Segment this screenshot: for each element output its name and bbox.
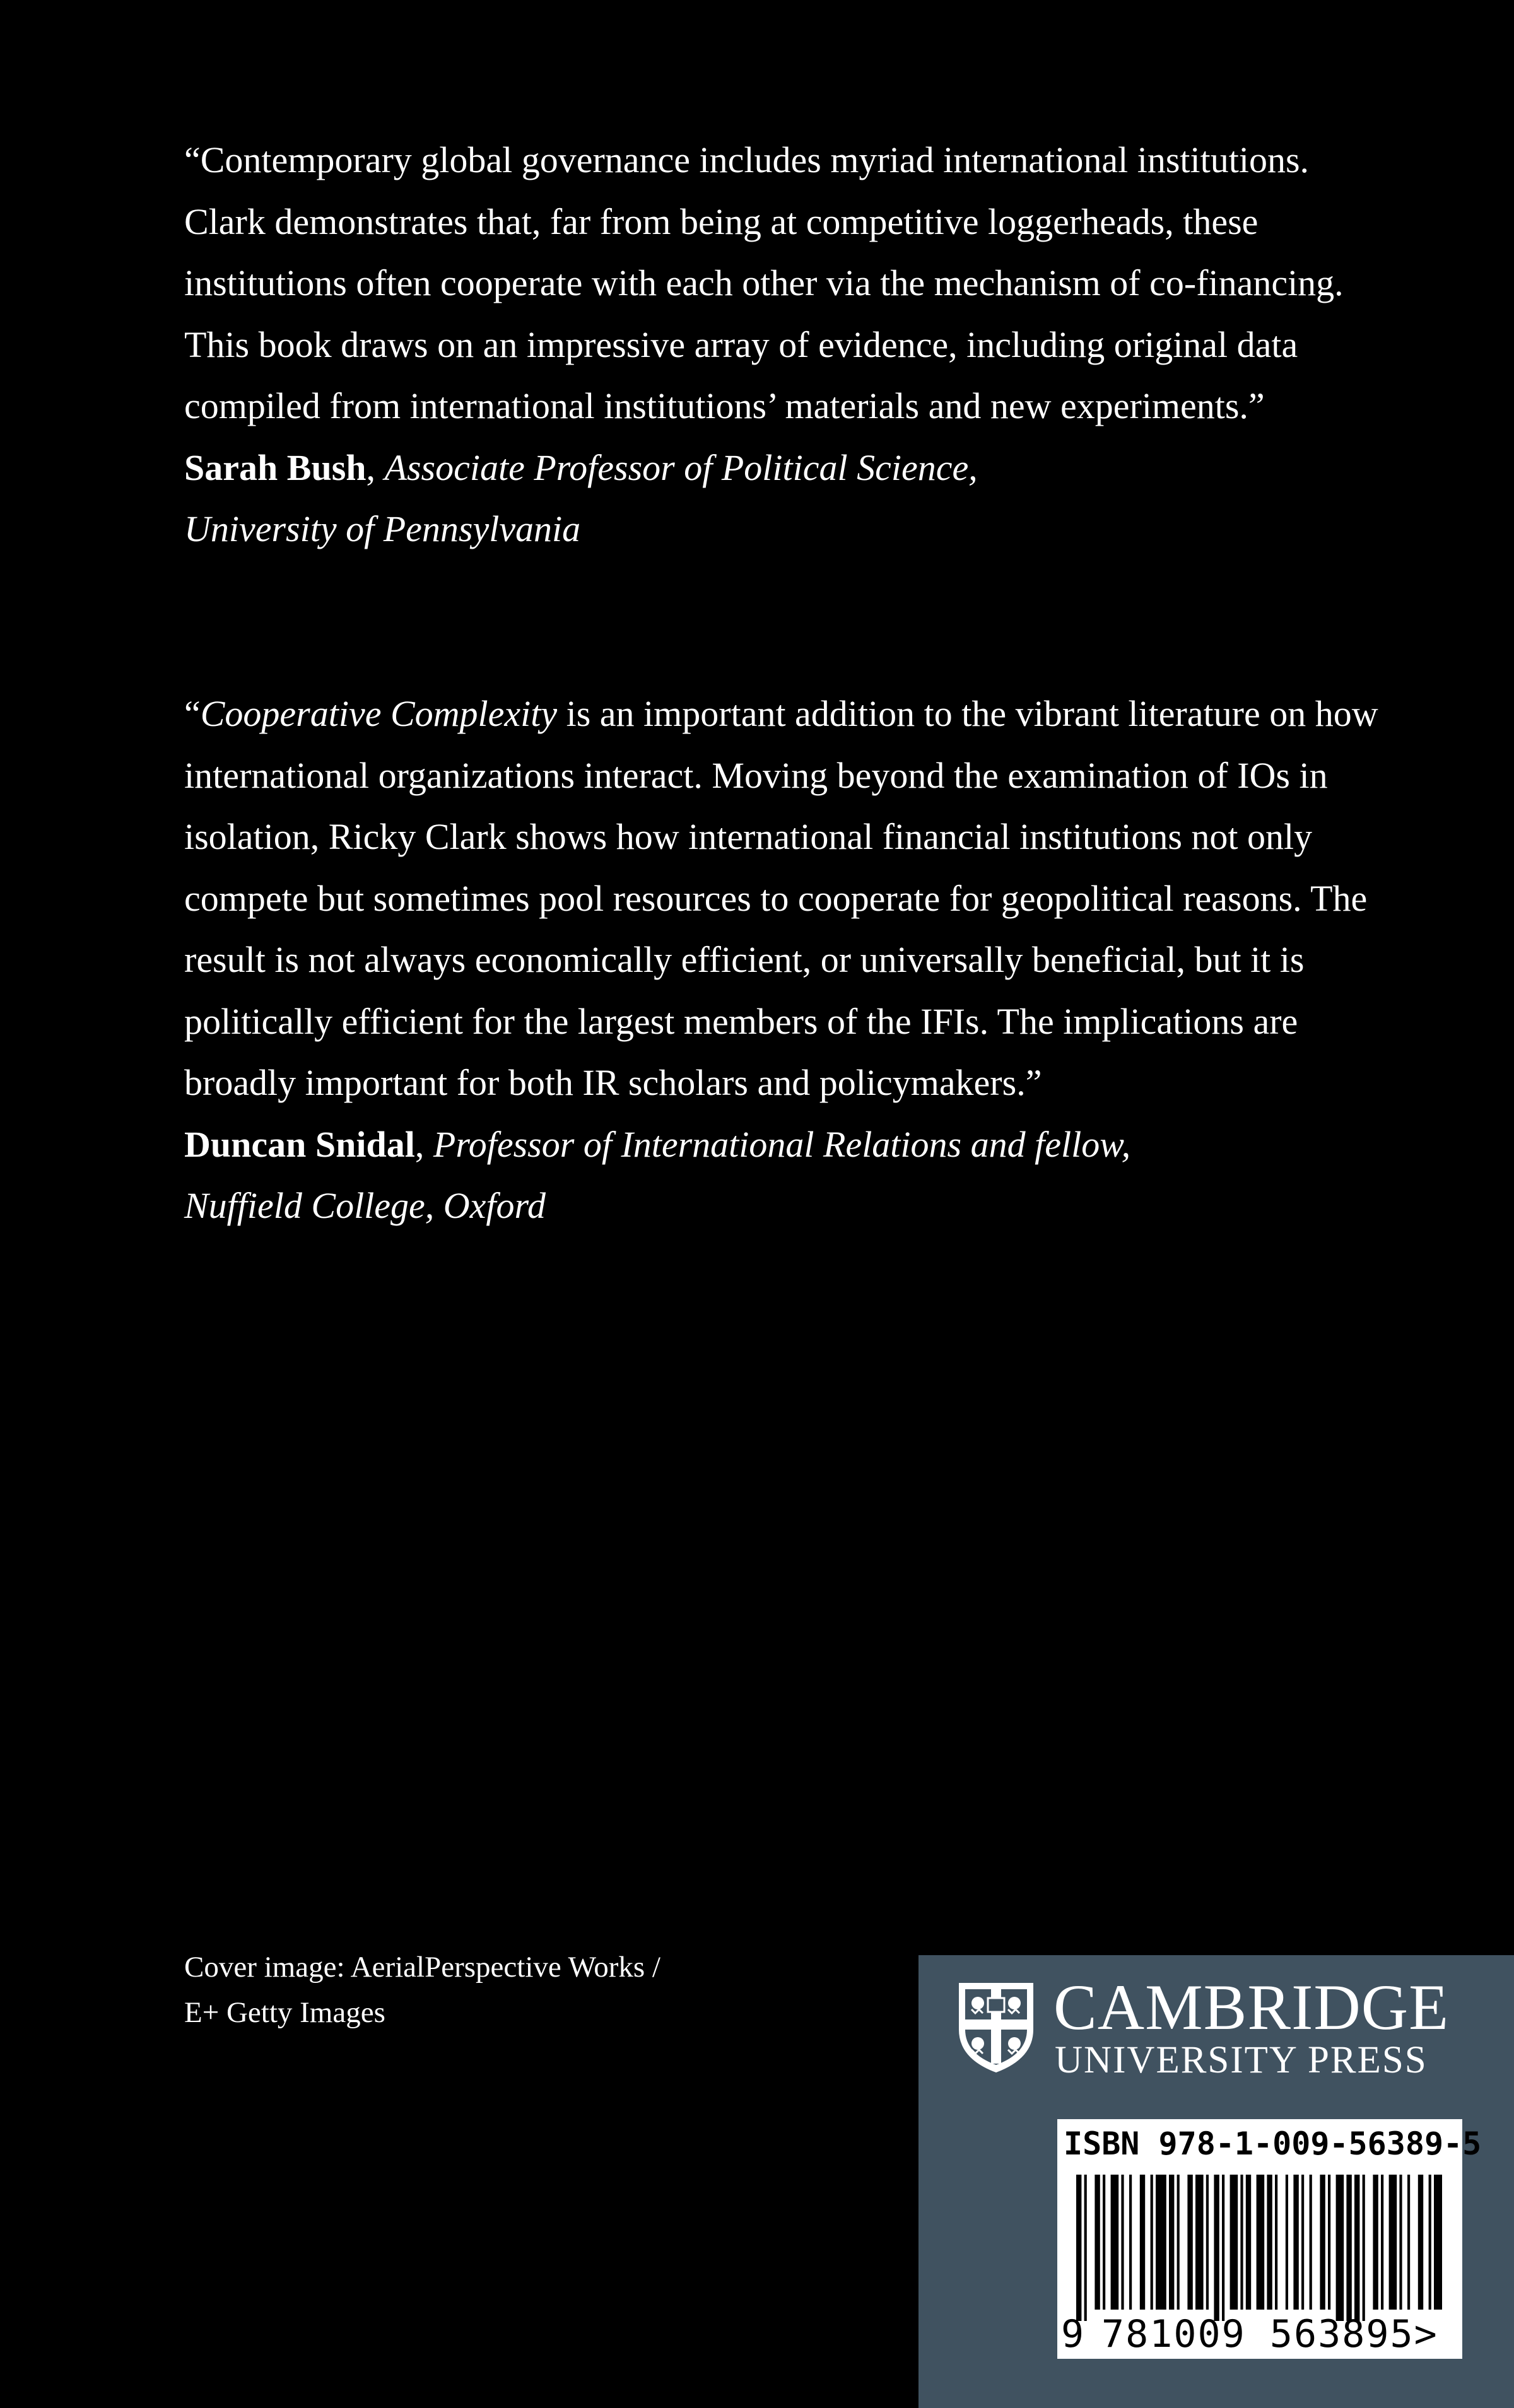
quote-rest: is an important addition to the vibrant literature on how international organizations interact. Moving beyond the examination of IOs in isolation, Ricky Clark shows how international financial institutions not only compete but sometimes pool resources to cooperate for geopolitical reasons. The result is not always economically efficient, or universally beneficial, but it is politically efficient for the largest members of the IFIs. The implications are broadly important for both IR scholars and policymakers.”: [184, 693, 1378, 1103]
blurb-quote-text: “Contemporary global governance includes myriad international institutions. Clark demonstrates that, far from being at competitive loggerheads, these institutions often cooperate with each other via the mechanism of co-financing. This book draws on an impressive array of evidence, including original data compiled from international institutions’ materials and new experiments.”: [184, 139, 1344, 426]
barcode-bar: [1381, 2175, 1383, 2310]
barcode-bar: [1206, 2175, 1209, 2310]
blurb-attribution: [184, 437, 1383, 560]
attribution-separator: ,: [414, 1123, 433, 1165]
barcode-bar: [1129, 2175, 1132, 2310]
barcode-bar: [1399, 2175, 1402, 2310]
isbn-label: ISBN 978-1-009-56389-5: [1064, 2125, 1482, 2162]
barcode-bar: [1246, 2175, 1251, 2310]
barcode-bar: [1363, 2175, 1365, 2321]
barcode-bar: [1111, 2175, 1119, 2310]
credit-line-1: Cover image: AerialPerspective Works /: [184, 1951, 660, 1984]
barcode-bars-icon: [1076, 2175, 1442, 2321]
book-title: Cooperative Complexity: [200, 693, 558, 734]
barcode-digit-text: 781009 563895: [1101, 2312, 1414, 2356]
barcode-bar: [1320, 2175, 1325, 2310]
barcode-lead-digit: 9: [1061, 2312, 1084, 2356]
cover-image-credit: [184, 1944, 660, 2035]
barcode-bar: [1214, 2175, 1219, 2321]
isbn-barcode: [1057, 2119, 1482, 2359]
publisher-name: CAMBRIDGE: [1053, 1972, 1450, 2043]
barcode-bar: [1156, 2175, 1166, 2310]
barcode-bar: [1240, 2175, 1243, 2310]
barcode-bar: [1286, 2175, 1288, 2310]
barcode-bar: [1121, 2175, 1124, 2310]
credit-line-2: E+ Getty Images: [184, 1996, 385, 2029]
cambridge-crest-icon: [956, 1980, 1036, 2075]
barcode-bar: [1354, 2175, 1359, 2321]
barcode-bar: [1336, 2175, 1344, 2321]
blurb-quote-text: [184, 683, 1383, 1114]
barcode-bar: [1177, 2175, 1180, 2310]
barcode-bar: [1187, 2175, 1192, 2310]
blurb-quote: [184, 683, 1383, 1114]
barcode-bar: [1301, 2175, 1304, 2310]
barcode-bar: [1275, 2175, 1277, 2310]
barcode-bar: [1389, 2175, 1397, 2310]
barcode-bar: [1103, 2175, 1105, 2310]
barcode-bar: [1094, 2175, 1100, 2310]
barcode-bar: [1222, 2175, 1224, 2321]
attribution-separator: ,: [366, 447, 385, 488]
blurb-sarah-bush: [184, 129, 1383, 560]
blurb-duncan-snidal: [184, 683, 1383, 1237]
barcode-bar: [1257, 2175, 1265, 2310]
blurb-affiliation-line2: University of Pennsylvania: [184, 508, 581, 549]
barcode-bar: [1084, 2175, 1087, 2321]
barcode-bar: [1373, 2175, 1378, 2310]
barcode-bar: [1151, 2175, 1153, 2310]
barcode-bar: [1429, 2175, 1431, 2310]
barcode-bar: [1310, 2175, 1312, 2310]
barcode-bar: [1434, 2175, 1442, 2310]
blurb-affiliation-line1: Associate Professor of Political Science,: [384, 447, 978, 488]
blurb-affiliation-line1: Professor of International Relations and fellow,: [433, 1123, 1131, 1165]
blurb-author: Sarah Bush: [184, 447, 367, 488]
blurb-quote: [184, 129, 1383, 437]
barcode-bar: [1076, 2175, 1081, 2321]
barcode-bar: [1267, 2175, 1272, 2310]
barcode-bar: [1230, 2175, 1238, 2310]
barcode-bar: [1195, 2175, 1204, 2310]
barcode-bar: [1418, 2175, 1423, 2310]
publisher-name-subtitle: UNIVERSITY PRESS: [1055, 2039, 1428, 2081]
barcode-bar: [1346, 2175, 1351, 2321]
blurb-author: Duncan Snidal: [184, 1123, 415, 1165]
barcode-bar: [1407, 2175, 1410, 2310]
barcode-bar: [1140, 2175, 1145, 2310]
barcode-bar: [1328, 2175, 1330, 2310]
quote-mark: “: [184, 693, 201, 734]
barcode-end-mark: >: [1414, 2312, 1438, 2356]
barcode-bar: [1293, 2175, 1298, 2310]
barcode-bar: [1169, 2175, 1174, 2310]
publisher-panel: [918, 1955, 1514, 2408]
blurb-affiliation-line2: Nuffield College, Oxford: [184, 1185, 546, 1226]
barcode-digit-groups: [1101, 2313, 1438, 2355]
blurb-attribution: [184, 1114, 1383, 1237]
